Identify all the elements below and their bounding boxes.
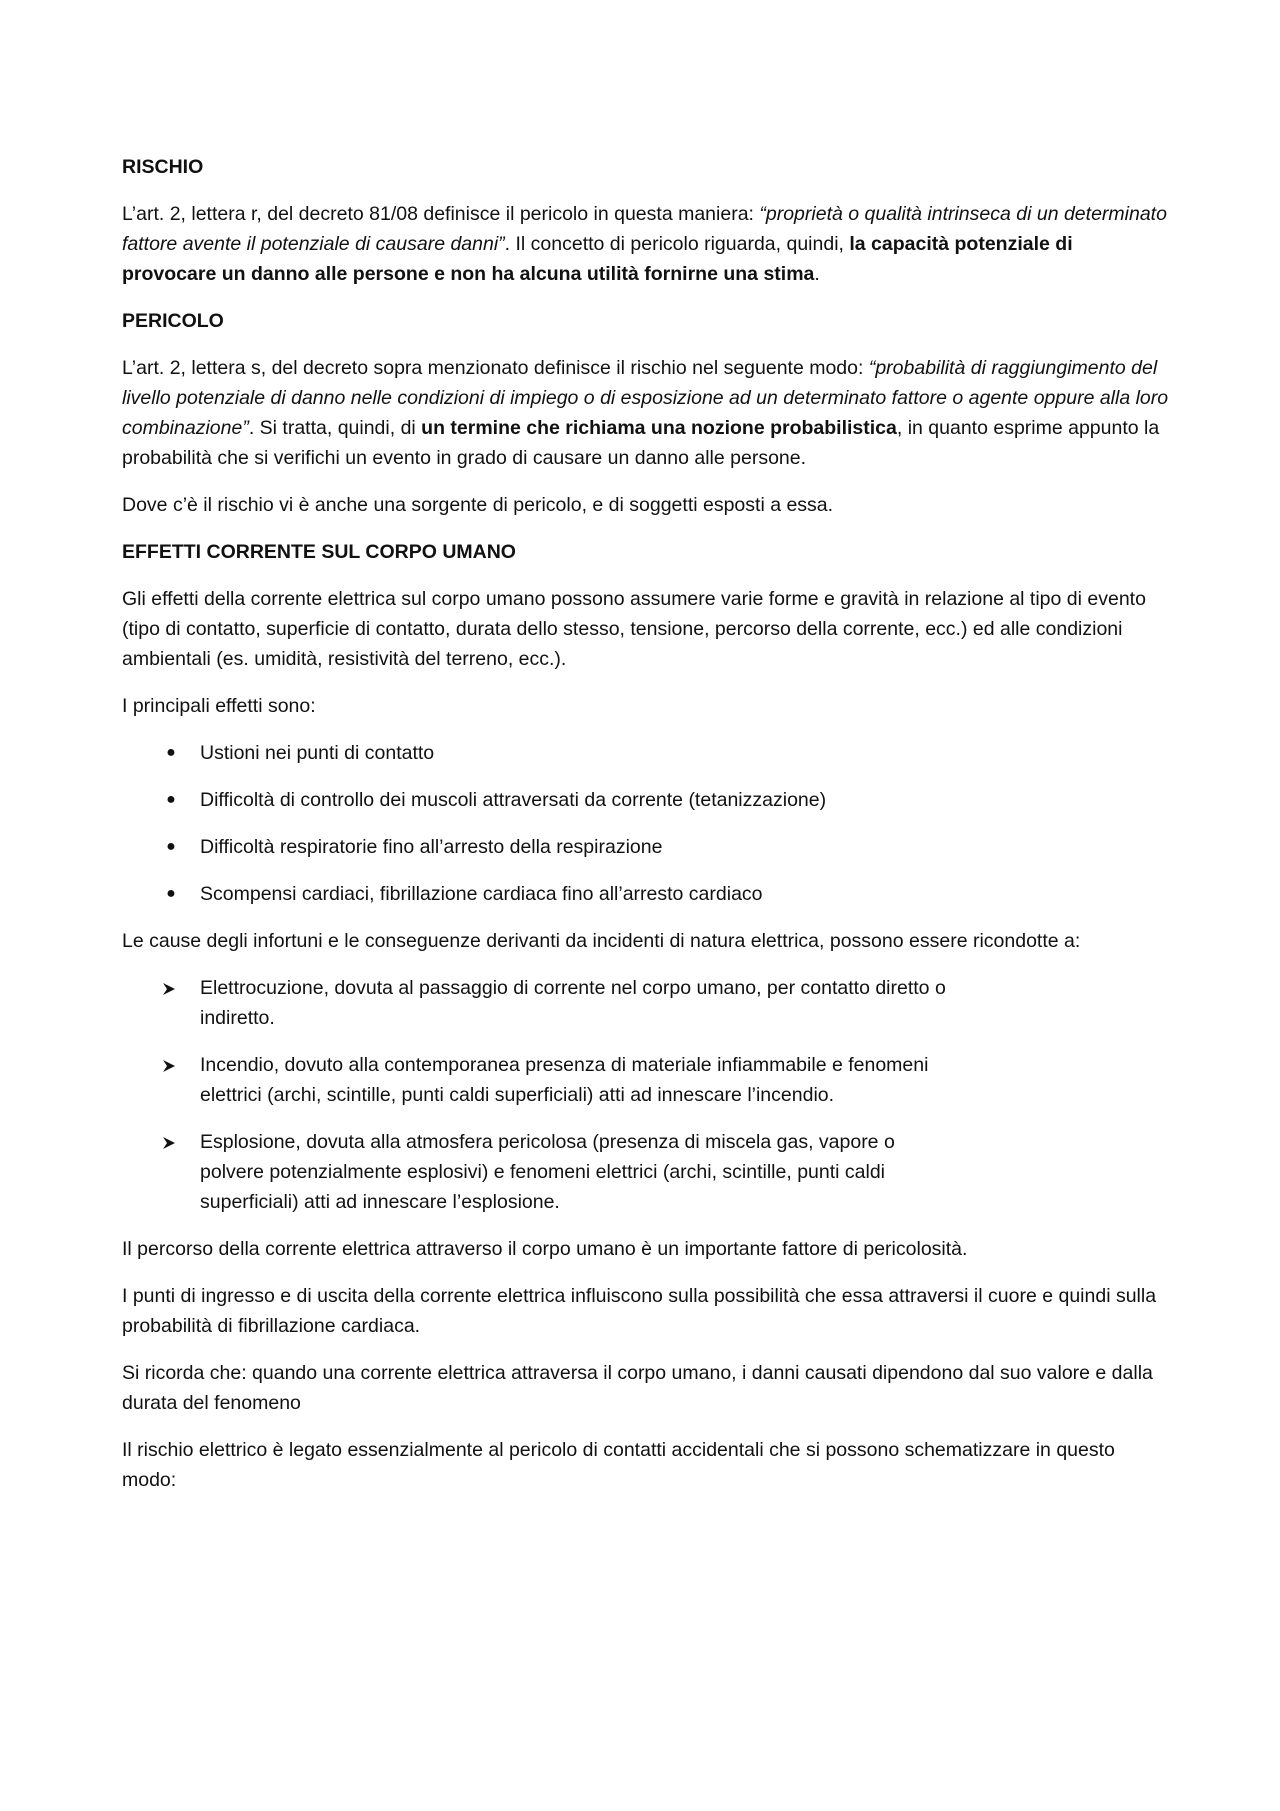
list-item — [122, 1127, 1172, 1217]
paragraph-pericolo-sorgente: Dove c’è il rischio vi è anche una sorgente di pericolo, e di soggetti esposti a essa. — [122, 494, 834, 516]
heading-pericolo: PERICOLO — [122, 310, 224, 332]
list-item — [122, 879, 1172, 909]
arrow-bullet-icon — [162, 1136, 176, 1150]
bullet-icon: ● — [166, 744, 176, 761]
paragraph-punti-ingresso: I punti di ingresso e di uscita della corrente elettrica influiscono sulla possibilità che essa attraversi il cuore e quindi sulla probabilità di fibrillazione cardiaca. — [122, 1285, 1157, 1337]
heading-rischio: RISCHIO — [122, 156, 204, 178]
text-run: , in quanto esprime appunto la probabilità che si verifichi un evento in grado di causare un danno alle persone. — [122, 417, 1160, 469]
bullet-icon: ● — [166, 885, 176, 902]
paragraph-rischio-elettrico: Il rischio elettrico è legato essenzialmente al pericolo di contatti accidentali che si possono schematizzare in questo modo: — [122, 1439, 1115, 1491]
list-item — [122, 785, 1172, 815]
text-run: . — [814, 263, 820, 285]
effects-bullet-list — [122, 738, 1172, 909]
list-item-text: Ustioni nei punti di contatto — [200, 742, 435, 764]
list-item — [122, 832, 1172, 862]
document-page — [122, 152, 1172, 1512]
heading-effetti: EFFETTI CORRENTE SUL CORPO UMANO — [122, 541, 516, 563]
causes-arrow-list — [122, 973, 1172, 1217]
list-item-text: Scompensi cardiaci, fibrillazione cardiaca fino all’arresto cardiaco — [200, 883, 763, 905]
quote-definition: “proprietà o qualità intrinseca di un determinato fattore avente il potenziale di causare danni” — [122, 203, 1167, 255]
list-item-text: Difficoltà di controllo dei muscoli attraversati da corrente (tetanizzazione) — [200, 789, 827, 811]
list-item — [122, 738, 1172, 768]
arrow-bullet-icon — [162, 1059, 176, 1073]
bullet-icon: ● — [166, 838, 176, 855]
list-item — [122, 1050, 1172, 1110]
arrow-bullet-icon — [162, 982, 176, 996]
list-item-text: Esplosione, dovuta alla atmosfera pericolosa (presenza di miscela gas, vapore o polvere potenzialmente esplosivi) e fenomeni elettrici (archi, scintille, punti caldi superficiali) atti ad innescare l’esplosione. — [200, 1131, 895, 1213]
bullet-icon: ● — [166, 791, 176, 808]
list-item-text: Elettrocuzione, dovuta al passaggio di corrente nel corpo umano, per contatto diretto o indiretto. — [200, 977, 946, 1029]
paragraph-rischio-definition — [122, 199, 1172, 289]
list-item-text: Incendio, dovuto alla contemporanea presenza di materiale infiammabile e fenomeni elettrici (archi, scintille, punti caldi superficiali) atti ad innescare l’incendio. — [200, 1054, 929, 1106]
paragraph-pericolo-definition — [122, 353, 1172, 473]
paragraph-cause-infortuni: Le cause degli infortuni e le conseguenze derivanti da incidenti di natura elettrica, possono essere ricondotte a: — [122, 930, 1081, 952]
paragraph-si-ricorda: Si ricorda che: quando una corrente elettrica attraversa il corpo umano, i danni causati dipendono dal suo valore e dalla durata del fenomeno — [122, 1362, 1153, 1414]
text-run: . Si tratta, quindi, di — [248, 417, 422, 439]
text-run: L’art. 2, lettera s, del decreto sopra menzionato definisce il rischio nel seguente modo: — [122, 357, 869, 379]
paragraph-effetti-intro: Gli effetti della corrente elettrica sul corpo umano possono assumere varie forme e gravità in relazione al tipo di evento (tipo di contatto, superficie di contatto, durata dello stesso, tensione, percorso della corrente, ecc.) ed alle condizioni ambientali (es. umidità, resistività del terreno, ecc.). — [122, 588, 1146, 670]
bold-emphasis: un termine che richiama una nozione probabilistica — [421, 417, 897, 439]
paragraph-principali-effetti: I principali effetti sono: — [122, 695, 316, 717]
list-item-text: Difficoltà respiratorie fino all’arresto della respirazione — [200, 836, 663, 858]
text-run: L’art. 2, lettera r, del decreto 81/08 definisce il pericolo in questa maniera: — [122, 203, 760, 225]
bold-emphasis: la capacità potenziale di provocare un danno alle persone e non ha alcuna utilità fornirne una stima — [122, 233, 1073, 285]
list-item — [122, 973, 1172, 1033]
paragraph-percorso-corrente: Il percorso della corrente elettrica attraverso il corpo umano è un importante fattore di pericolosità. — [122, 1238, 968, 1260]
quote-definition: “probabilità di raggiungimento del livello potenziale di danno nelle condizioni di impiego o di esposizione ad un determinato fattore o agente oppure alla loro combinazione” — [122, 357, 1169, 439]
text-run: . Il concetto di pericolo riguarda, quindi, — [504, 233, 850, 255]
